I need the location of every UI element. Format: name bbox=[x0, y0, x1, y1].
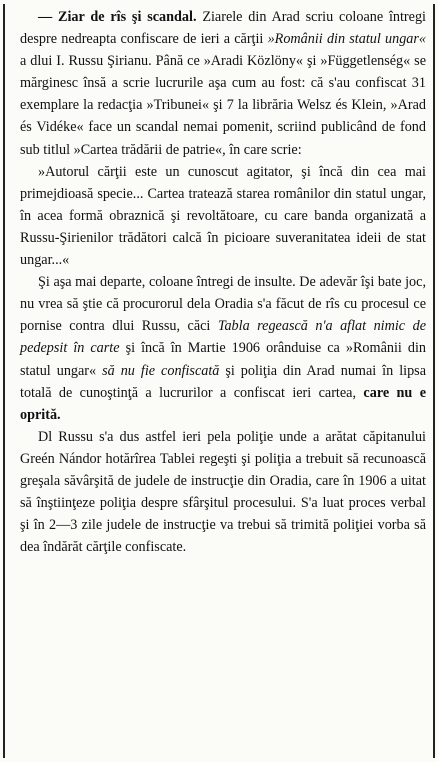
paragraph-3-text-c: şi încă în Martie 1906 orânduise ca »Românii din statul ungar« bbox=[20, 340, 427, 379]
article-body bbox=[20, 6, 426, 558]
right-column-rule bbox=[433, 4, 435, 758]
paragraph-3-text-a: Şi aşa mai departe, coloane întregi de insulte. De adevăr îşi bate joc, nu vrea să ştie că procurorul dela Oradia s'a făcut de rîs cu procesul ce pornise contra dlui Russu, căci bbox=[20, 274, 426, 335]
book-title: »Românii din statul ungar« bbox=[267, 31, 426, 48]
paragraph-1 bbox=[20, 6, 426, 161]
paragraph-3-emphasis-3: care nu e oprită. bbox=[20, 384, 427, 423]
paragraph-3-emphasis-1: Tabla regească n'a aflat nimic de pedepsit în carte bbox=[20, 318, 426, 357]
paragraph-1-text-c: a dlui I. Russu Şirianu. Până ce »Aradi Közlöny« şi »Függetlenség« se mărginesc însă a scrie lucrurile aşa cum au fost: că s'au confiscat 31 exemplare la redacţia »Tribunei« şi 7 la librăria Welsz és Klein, »Arad és Vidéke« face un scandal nemai pomenit, scriind publicând de fond sub titlul »Cartea trădării de patrie«, în care scrie: bbox=[20, 53, 426, 158]
left-column-rule bbox=[3, 4, 5, 758]
paragraph-3-text-e: şi poliţia din Arad numai în lipsa totală de cunoştinţă a lucrurilor a confiscat ieri cartea, bbox=[20, 362, 426, 401]
paragraph-3 bbox=[20, 271, 426, 426]
paragraph-2-quote: »Autorul cărţii este un cunoscut agitator, şi încă din cea mai primejdioasă specie... Cartea tratează starea românilor din statul ungar, în acea formă obraznică şi revoltătoare, cu care banda organizată a Russu-Şirienilor trădători calcă în picioare suveranitatea ideii de stat ungar...« bbox=[20, 163, 426, 269]
paragraph-4: Dl Russu s'a dus astfel ieri pela poliţie unde a arătat căpitanului Greén Nándor hotărîrea Tablei regeşti şi poliţia a trebuit să recunoască greşala săvârşită de judele de instrucţie din Oradia, care în 1906 a uitat să înştiinţeze poliţia despre sfârşitul procesului. S'a luat proces verbal şi în 2—3 zile judele de instrucţie va trebui să trimită poliţiei vorba să dea îndărăt cărţile confiscate. bbox=[20, 428, 426, 556]
paragraph-3-emphasis-2: să nu fie confiscată bbox=[102, 362, 220, 379]
article-title: — Ziar de rîs şi scandal. bbox=[38, 9, 197, 25]
paragraph-1-text-a: Ziarele din Arad scriu coloane întregi despre nedreapta confiscare de ieri a cărţii bbox=[20, 9, 426, 48]
